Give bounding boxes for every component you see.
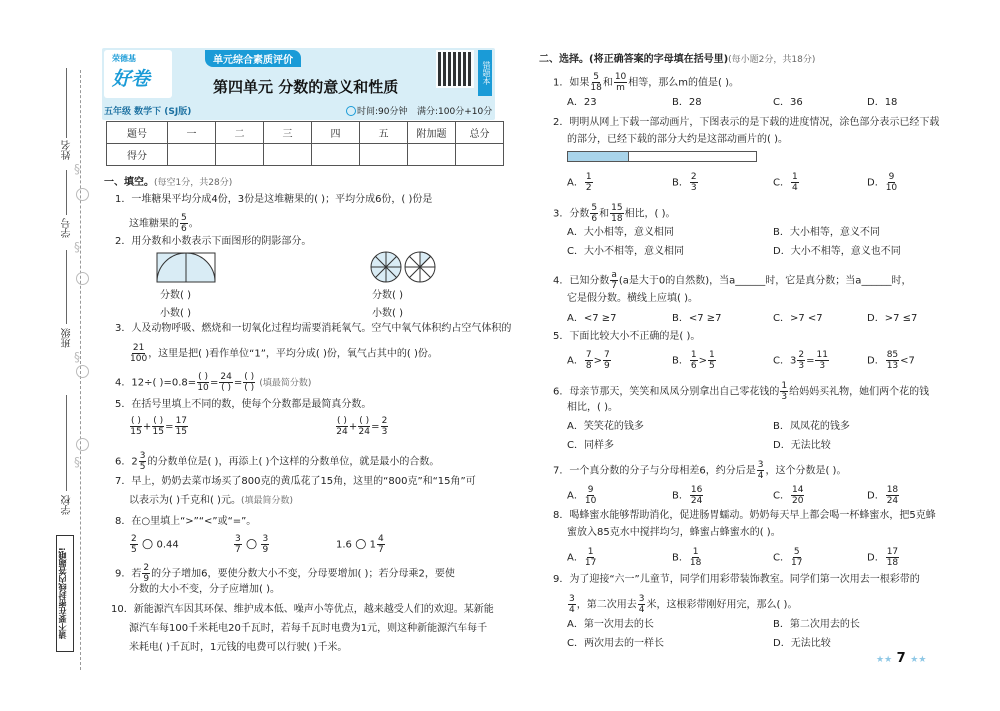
c4-option-c[interactable]: C．>7 <7	[773, 313, 823, 324]
score-input-cell[interactable]	[456, 144, 504, 166]
c9-option-b[interactable]: B．第二次用去的长	[773, 619, 860, 630]
c3-question: 3．分数 $\frac{5}{6}$ 和 $\frac{15}{18}$ 相比，( )。	[553, 203, 676, 224]
decor-swirl-icon: §	[74, 240, 80, 254]
q9-line2: 分数的大小不变，分子应增加( )。	[129, 584, 280, 595]
score-input-cell[interactable]	[168, 144, 216, 166]
c7-option-b[interactable]: B． $\frac{16}{24}$	[672, 485, 703, 506]
unit-title: 第四单元 分数的意义和性质	[213, 78, 399, 96]
c8-line1: 8．喝蜂蜜水能够帮助消化，促进肠胃蠕动。奶奶每天早上都会喝一杯蜂蜜水，把5克蜂	[553, 510, 936, 521]
c4-option-d[interactable]: D．>7 ≤7	[867, 313, 918, 324]
c3-option-a[interactable]: A．大小相等，意义相同	[567, 227, 674, 238]
c9-line2: $\frac{3}{4}$ ，第二次用去 $\frac{3}{4}$ 米，这根彩带刚好用完，那么( )。	[569, 594, 798, 615]
q10-line2: 源汽车每100千米耗电20千瓦时，若每千瓦时电费为1元，则这种新能源汽车每千	[129, 623, 488, 634]
c4-line2: 它是假分数。横线上应填( )。	[567, 293, 698, 304]
c5-option-a[interactable]: A． $\frac{7}{8}$ > $\frac{7}{9}$	[567, 350, 610, 371]
score-input-cell[interactable]	[408, 144, 456, 166]
c6-line2: 相比，( )。	[567, 402, 618, 413]
c6-option-b[interactable]: B．凤凤花的钱多	[773, 421, 850, 432]
margin-id-label: 学号	[62, 218, 73, 238]
q2-square-figure	[156, 252, 216, 284]
q1-line2: 这堆糖果的 $\frac{5}{6}$ 。	[129, 213, 199, 234]
c7-option-d[interactable]: D． $\frac{18}{24}$	[867, 485, 899, 506]
margin-school-label: 学校	[62, 495, 73, 515]
c8-option-a[interactable]: A． $\frac{1}{17}$	[567, 547, 597, 568]
binding-hole-icon	[76, 188, 89, 201]
c3-option-c[interactable]: C．大小不相等，意义相同	[567, 246, 684, 257]
q6: 6．2 $\frac{3}{5}$ 的分数单位是( )，再添上( )个这样的分数单位，就是最小的合数。	[115, 451, 440, 472]
star-icon: ★★	[910, 655, 927, 665]
q5-eq2: $\frac{( )}{24}$ + $\frac{( )}{24}$ = $\frac{2}{3}$	[336, 416, 388, 437]
q2-fraction-2: 分数( )	[372, 290, 403, 301]
table-cell: 总分	[456, 122, 504, 144]
q8-compare1: $\frac{2}{5}$ ○ 0.44	[131, 534, 179, 555]
q2-circle-figures	[370, 250, 436, 284]
c2-progress-bar	[567, 151, 757, 162]
q8-compare3: 1.6 ○ 1 $\frac{4}{7}$	[336, 534, 384, 555]
c2-option-c[interactable]: C． $\frac{1}{4}$	[773, 172, 798, 193]
q3-line1: 3．人及动物呼吸、燃烧和一切氧化过程均需要消耗氧气。空气中氧气体积约占空气体积的	[115, 323, 512, 334]
table-cell: 一	[168, 122, 216, 144]
logo-top: 荣德基	[112, 54, 136, 63]
c4-option-a[interactable]: A．<7 ≥7	[567, 313, 617, 324]
score-input-cell[interactable]	[360, 144, 408, 166]
badge: 单元综合素质评价	[205, 50, 301, 67]
table-cell: 二	[216, 122, 264, 144]
q2-decimal-1: 小数( )	[160, 308, 191, 319]
q10-line3: 米耗电( )千瓦时，1元钱的电费可以行驶( )千米。	[129, 642, 348, 653]
score-input-cell[interactable]	[312, 144, 360, 166]
q5-text: 5．在括号里填上不同的数，使每个分数都是最简真分数。	[115, 399, 372, 410]
q2-text: 2．用分数和小数表示下面图形的阴影部分。	[115, 236, 312, 247]
seal-notice: 请不要在密封线内答题哦!	[58, 547, 67, 640]
q10-line1: 10．新能源汽车因其环保、维护成本低、噪声小等优点，越来越受人们的欢迎。某新能	[111, 604, 494, 615]
name-line	[66, 68, 67, 138]
table-cell: 附加题	[408, 122, 456, 144]
logo: 好卷	[112, 68, 151, 90]
q3-line2: $\frac{21}{100}$ ，这里是把( )看作单位“1”，平均分成( )份，氧气占其中的( )份。	[130, 343, 438, 364]
q2-decimal-2: 小数( )	[372, 308, 403, 319]
page-number: ★★ 7 ★★	[876, 651, 927, 666]
c1-option-d[interactable]: D．18	[867, 97, 898, 108]
c6-line1: 6．母亲节那天，笑笑和凤凤分别拿出自己零花钱的 $\frac{1}{3}$ 给妈妈买礼物，她们两个花的钱	[553, 381, 930, 402]
c8-option-d[interactable]: D． $\frac{17}{18}$	[867, 547, 899, 568]
exam-time: 时间:90分钟	[357, 107, 408, 117]
q8-text: 8．在○里填上“>”“<”或“=”。	[115, 516, 257, 527]
c2-line2: 的部分，已经下载的部分大约是这部动画片的( )。	[567, 134, 788, 145]
c2-line1: 2．明明从网上下载一部动画片，下图表示的是下载的进度情况，涂色部分表示已经下载	[553, 117, 940, 128]
score-input-cell[interactable]	[216, 144, 264, 166]
c8-line2: 蜜放入85克水中搅拌均匀，蜂蜜占蜂蜜水的( )。	[567, 527, 781, 538]
grade-label: 五年级 数学下 (SJ版)	[104, 107, 192, 117]
clock-icon	[346, 106, 356, 116]
c5-option-b[interactable]: B． $\frac{1}{6}$ > $\frac{1}{5}$	[672, 350, 715, 371]
q2-fraction-1: 分数( )	[160, 290, 191, 301]
c9-option-c[interactable]: C．两次用去的一样长	[567, 638, 664, 649]
c9-line1: 9．为了迎接“六一”儿童节，同学们用彩带装饰教室。同学们第一次用去一根彩带的	[553, 574, 920, 585]
c6-option-d[interactable]: D．无法比较	[773, 440, 831, 451]
c2-progress-fill	[568, 152, 629, 161]
decor-swirl-icon: §	[74, 455, 80, 469]
id-line	[66, 170, 67, 215]
binding-hole-icon	[76, 438, 89, 451]
c3-option-b[interactable]: B．大小相等，意义不同	[773, 227, 880, 238]
c5-question: 5．下面比较大小不正确的是( )。	[553, 331, 701, 342]
c6-option-a[interactable]: A．笑笑花的钱多	[567, 421, 644, 432]
c1-option-a[interactable]: A．23	[567, 97, 597, 108]
score-table-header-row	[107, 122, 504, 144]
seal-notice-box	[56, 535, 74, 652]
q7-line1: 7．早上，奶奶去菜市场买了800克的黄瓜花了15角，这里的“800克”和“15角”可	[115, 476, 476, 487]
c5-option-c[interactable]: C．3 $\frac{2}{3}$ = $\frac{11}{3}$	[773, 350, 828, 371]
c3-option-d[interactable]: D．大小不相等，意义也不同	[773, 246, 901, 257]
score-table	[106, 121, 504, 166]
c9-option-a[interactable]: A．第一次用去的长	[567, 619, 654, 630]
table-cell: 题号	[107, 122, 168, 144]
decor-swirl-icon: §	[74, 162, 80, 176]
c7-option-c[interactable]: C． $\frac{14}{20}$	[773, 485, 804, 506]
decor-swirl-icon: §	[74, 350, 80, 364]
c2-option-a[interactable]: A． $\frac{1}{2}$	[567, 172, 592, 193]
table-cell: 四	[312, 122, 360, 144]
binding-hole-icon	[76, 272, 89, 285]
binding-hole-icon	[76, 365, 89, 378]
c2-option-d[interactable]: D． $\frac{9}{10}$	[867, 172, 898, 193]
margin-name-label: 姓名	[62, 140, 73, 160]
q8-compare2: $\frac{3}{7}$ ○ $\frac{3}{9}$	[235, 534, 269, 555]
q5-eq1: $\frac{( )}{15}$ + $\frac{( )}{15}$ = $\frac{17}{15}$	[130, 416, 188, 437]
c1-question: 1．如果 $\frac{5}{18}$ 和 $\frac{10}{m}$ 相等，那么m的值是( )。	[553, 72, 740, 93]
q1-line1: 1．一堆糖果平均分成4份，3份是这堆糖果的( )；平均分成6份，( )份是	[115, 194, 433, 205]
c8-option-c[interactable]: C． $\frac{5}{17}$	[773, 547, 803, 568]
score-table-score-row	[107, 144, 504, 166]
c7-question: 7．一个真分数的分子与分母相差6，约分后是 $\frac{3}{4}$ ，这个分数是( )。	[553, 460, 847, 481]
margin-class-label: 班级	[62, 328, 73, 348]
section1-title: 一、填空。(每空1分，共28分)	[104, 177, 233, 188]
c2-option-b[interactable]: B． $\frac{2}{3}$	[672, 172, 697, 193]
star-icon: ★★	[876, 655, 893, 665]
table-cell: 三	[264, 122, 312, 144]
c4-line1: 4．已知分数 $\frac{a}{7}$ (a是大于0的自然数)，当a______时，它是真分数；当a______时，	[553, 270, 912, 291]
qr-code-icon	[436, 50, 474, 88]
c5-option-d[interactable]: D． $\frac{85}{13}$ <7	[867, 350, 915, 371]
exam-score: 满分:100分+10分	[417, 107, 493, 117]
side-tag: 错题本	[478, 50, 492, 96]
class-line	[66, 250, 67, 324]
q4: 4．12÷( )=0.8= $\frac{( )}{10}$ = $\frac{24}{( )}$ = $\frac{( )}{( )}$ (填最简分数)	[115, 372, 312, 393]
c6-option-c[interactable]: C．同样多	[567, 440, 614, 451]
score-input-cell[interactable]	[264, 144, 312, 166]
q9-line1: 9．若 $\frac{2}{9}$ 的分子增加6，要使分数大小不变，分母要增加( )；若分母乘2，要使	[115, 563, 455, 584]
c4-option-b[interactable]: B．<7 ≥7	[672, 313, 722, 324]
c1-option-b[interactable]: B．28	[672, 97, 702, 108]
c8-option-b[interactable]: B． $\frac{1}{18}$	[672, 547, 702, 568]
table-cell: 得分	[107, 144, 168, 166]
c1-option-c[interactable]: C．36	[773, 97, 803, 108]
school-line	[66, 395, 67, 491]
c9-option-d[interactable]: D．无法比较	[773, 638, 831, 649]
table-cell: 五	[360, 122, 408, 144]
q7-line2: 以表示为( )千克和( )元。(填最简分数)	[129, 495, 293, 506]
section2-title: 二、选择。(将正确答案的字母填在括号里)(每小题2分，共18分)	[539, 54, 816, 65]
c7-option-a[interactable]: A． $\frac{9}{10}$	[567, 485, 597, 506]
